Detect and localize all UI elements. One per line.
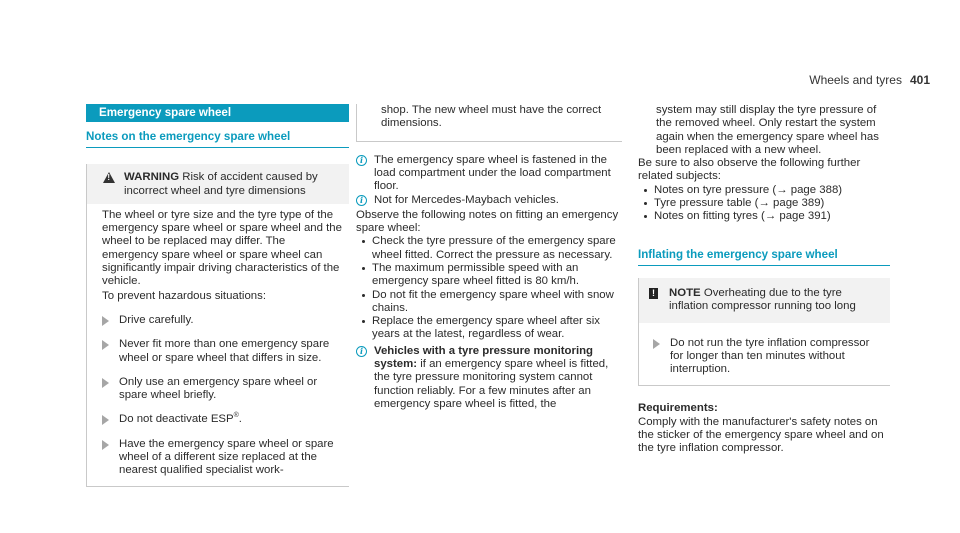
link-arrow-icon: → [758, 197, 770, 210]
note-body [638, 323, 890, 387]
section-title: Emergency spare wheel [86, 104, 349, 122]
link-arrow-icon: → [776, 183, 788, 196]
warning-step [102, 438, 343, 478]
note-label: NOTE [669, 286, 701, 299]
step-esp-text: Do not deactivate ESP [119, 413, 234, 426]
list-item: The maximum permissible speed with an emergency spare wheel fitted is 80 km/h. [356, 262, 622, 289]
step-arrow-icon [102, 440, 109, 450]
registered-mark: ® [233, 412, 239, 420]
step-arrow-icon [653, 339, 660, 349]
warning-title [124, 171, 343, 198]
column-3 [638, 104, 890, 456]
info-icon: i [356, 155, 367, 166]
link-page[interactable]: page 389 [773, 197, 821, 210]
step-arrow-icon [102, 340, 109, 350]
warning-step [102, 376, 343, 403]
step-text: Drive carefully. [119, 313, 194, 326]
note-box [638, 278, 890, 386]
warning-text: The wheel or tyre size and the tyre type of the emergency spare wheel or spare wheel and the wheel to be replaced may differ. The emergency spare wheel or spare wheel can significantly impair driving characteristics of the vehicle. [102, 208, 342, 288]
observe-text: Observe the following notes on fitting an emergency spare wheel: [356, 208, 619, 235]
subheading-inflating: Inflating the emergency spare wheel [638, 248, 890, 266]
step-text: Only use an emergency spare wheel or spare wheel briefly. [119, 375, 318, 402]
info-text [374, 345, 622, 411]
info-icon: i [356, 346, 367, 357]
list-item: Do not fit the emergency spare wheel with snow chains. [356, 289, 622, 316]
link-text: Notes on tyre pressure [654, 183, 770, 196]
warning-box [86, 164, 349, 486]
column-2 [356, 104, 622, 411]
warning-intro: To prevent hazardous situations: [102, 289, 266, 302]
step-text: Never fit more than one emergency spare wheel or spare wheel that differs in size. [119, 338, 330, 364]
note-header [638, 278, 890, 323]
requirements-title: Requirements: [638, 402, 718, 415]
list-item: Replace the emergency spare wheel after six years at the latest, regardless of wear. [356, 315, 622, 342]
step-arrow-icon [102, 316, 109, 326]
step-text: Have the emergency spare wheel or spare wheel of a different size replaced at the nearest qualified specialist work- [119, 437, 334, 477]
step-text: Do not run the tyre inflation compressor for longer than ten minutes without interruption. [670, 336, 870, 376]
info-note [356, 194, 622, 207]
related-link[interactable]: Notes on tyre pressure (→ page 388) [638, 184, 890, 197]
subheading-notes: Notes on the emergency spare wheel [86, 130, 349, 148]
related-links-list [638, 184, 890, 224]
warning-body [87, 204, 349, 486]
see-also-text: Be sure to also observe the following further related subjects: [638, 157, 861, 183]
link-page[interactable]: page 388 [790, 183, 839, 196]
requirements-text: Comply with the manufacturer's safety notes on the sticker of the emergency spare wheel and on the tyre inflation compressor. [638, 415, 884, 455]
link-text: Tyre pressure table [654, 197, 752, 210]
warning-title-text: Risk of accident caused by incorrect wheel and tyre dimensions [124, 171, 318, 197]
running-title: Wheels and tyres [809, 73, 902, 87]
info-text: The emergency spare wheel is fastened in the load compartment under the load compartment floor. [374, 153, 611, 193]
column-1 [86, 104, 349, 487]
step-arrow-icon [102, 415, 109, 425]
info-text: Not for Mercedes-Maybach vehicles. [374, 194, 559, 207]
link-page[interactable]: page 391 [779, 210, 827, 223]
note-step [653, 337, 884, 377]
related-link[interactable]: Tyre pressure table (→ page 389) [638, 197, 890, 210]
info-bold-text: Vehicles with a tyre pressure monitoring system: [374, 344, 594, 371]
continuation-text: system may still display the tyre pressure of the removed wheel. Only restart the system again when the emergency spare wheel has been replaced with a new wheel. [656, 104, 879, 156]
warning-continuation [356, 104, 622, 142]
note-exclamation-icon: ! [649, 288, 658, 299]
step-esp-end: . [238, 413, 242, 426]
warning-step [102, 314, 343, 327]
list-item: Check the tyre pressure of the emergency spare wheel fitted. Correct the pressure as necessary. [356, 235, 622, 262]
fitting-notes-list [356, 235, 622, 341]
note-title-text: Overheating due to the tyre inflation compressor running too long [669, 286, 856, 313]
note-title [669, 287, 884, 314]
continuation-text: shop. The new wheel must have the correct dimensions. [381, 104, 602, 130]
running-header [809, 74, 930, 87]
page-number: 401 [909, 73, 930, 87]
step-arrow-icon [102, 378, 109, 388]
info-note [356, 154, 622, 194]
warning-triangle-icon [103, 172, 115, 183]
info-icon: i [356, 195, 367, 206]
link-arrow-icon: → [764, 210, 777, 223]
warning-step [102, 413, 343, 426]
info-detail-text: if an emergency spare wheel is fitted, the tyre pressure monitoring system cannot function reliably. For a few minutes after an emergency spare wheel is fitted, the [374, 358, 609, 410]
info-note [356, 345, 622, 411]
warning-label: WARNING [124, 171, 180, 184]
step-text [119, 413, 242, 426]
warning-header [87, 164, 349, 204]
related-link[interactable]: Notes on fitting tyres (→ page 391) [638, 210, 890, 223]
warning-step [102, 338, 343, 365]
link-text: Notes on fitting tyres [654, 210, 758, 223]
